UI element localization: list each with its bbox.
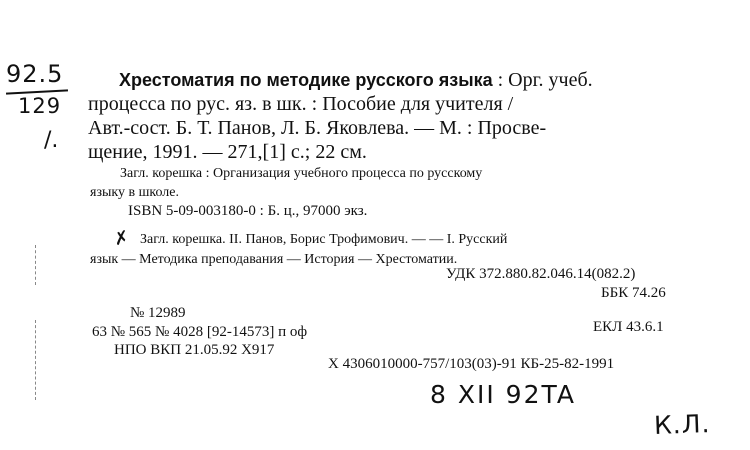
record-title-rest: : Орг. учеб. (497, 69, 593, 91)
shelf-mark-bottom: 129 (18, 94, 62, 118)
ekl-code: ЕКЛ 43.6.1 (593, 319, 664, 335)
inventory-number: 8 XII 92TA (430, 380, 576, 409)
card-number: № 12989 (130, 305, 186, 321)
record-line-2: процесса по рус. яз. в шк. : Пособие для учителя / (88, 93, 514, 115)
record-line-4: щение, 1991. — 271,[1] с.; 22 см. (88, 141, 367, 163)
cataloger-initials: К.Л. (653, 409, 711, 440)
udk-code: УДК 372.880.82.046.14(082.2) (446, 266, 636, 282)
spine-note-line-2: языку в школе. (90, 185, 179, 200)
subjects-line-2: язык — Методика преподавания — История — Хрестоматии. (90, 252, 458, 267)
margin-dashes (35, 245, 37, 285)
margin-dashes (35, 320, 37, 400)
record-line-1 (119, 70, 593, 90)
shelf-mark-top: 92.5 (6, 60, 64, 88)
publisher-code: X 4306010000-757/103(03)-91 КБ-25-82-1991 (328, 356, 615, 372)
npo-line: НПО ВКП 21.05.92 X917 (114, 342, 275, 358)
bbk-code: ББК 74.26 (601, 285, 666, 301)
record-title: Хрестоматия по методике русского языка (119, 70, 493, 90)
isbn-line: ISBN 5-09-003180-0 : Б. ц., 97000 экз. (128, 203, 368, 219)
subjects-line-1: Загл. корешка. II. Панов, Борис Трофимович. — — I. Русский (140, 232, 508, 247)
record-line-3: Авт.-сост. Б. Т. Панов, Л. Б. Яковлева. — М. : Просве- (88, 117, 547, 139)
margin-mark: /. (44, 128, 59, 153)
order-line: 63 № 565 № 4028 [92-14573] п оф (92, 324, 308, 340)
check-mark-icon: ✗ (111, 226, 132, 251)
spine-note-line-1: Загл. корешка : Организация учебного процесса по русскому (120, 166, 483, 181)
